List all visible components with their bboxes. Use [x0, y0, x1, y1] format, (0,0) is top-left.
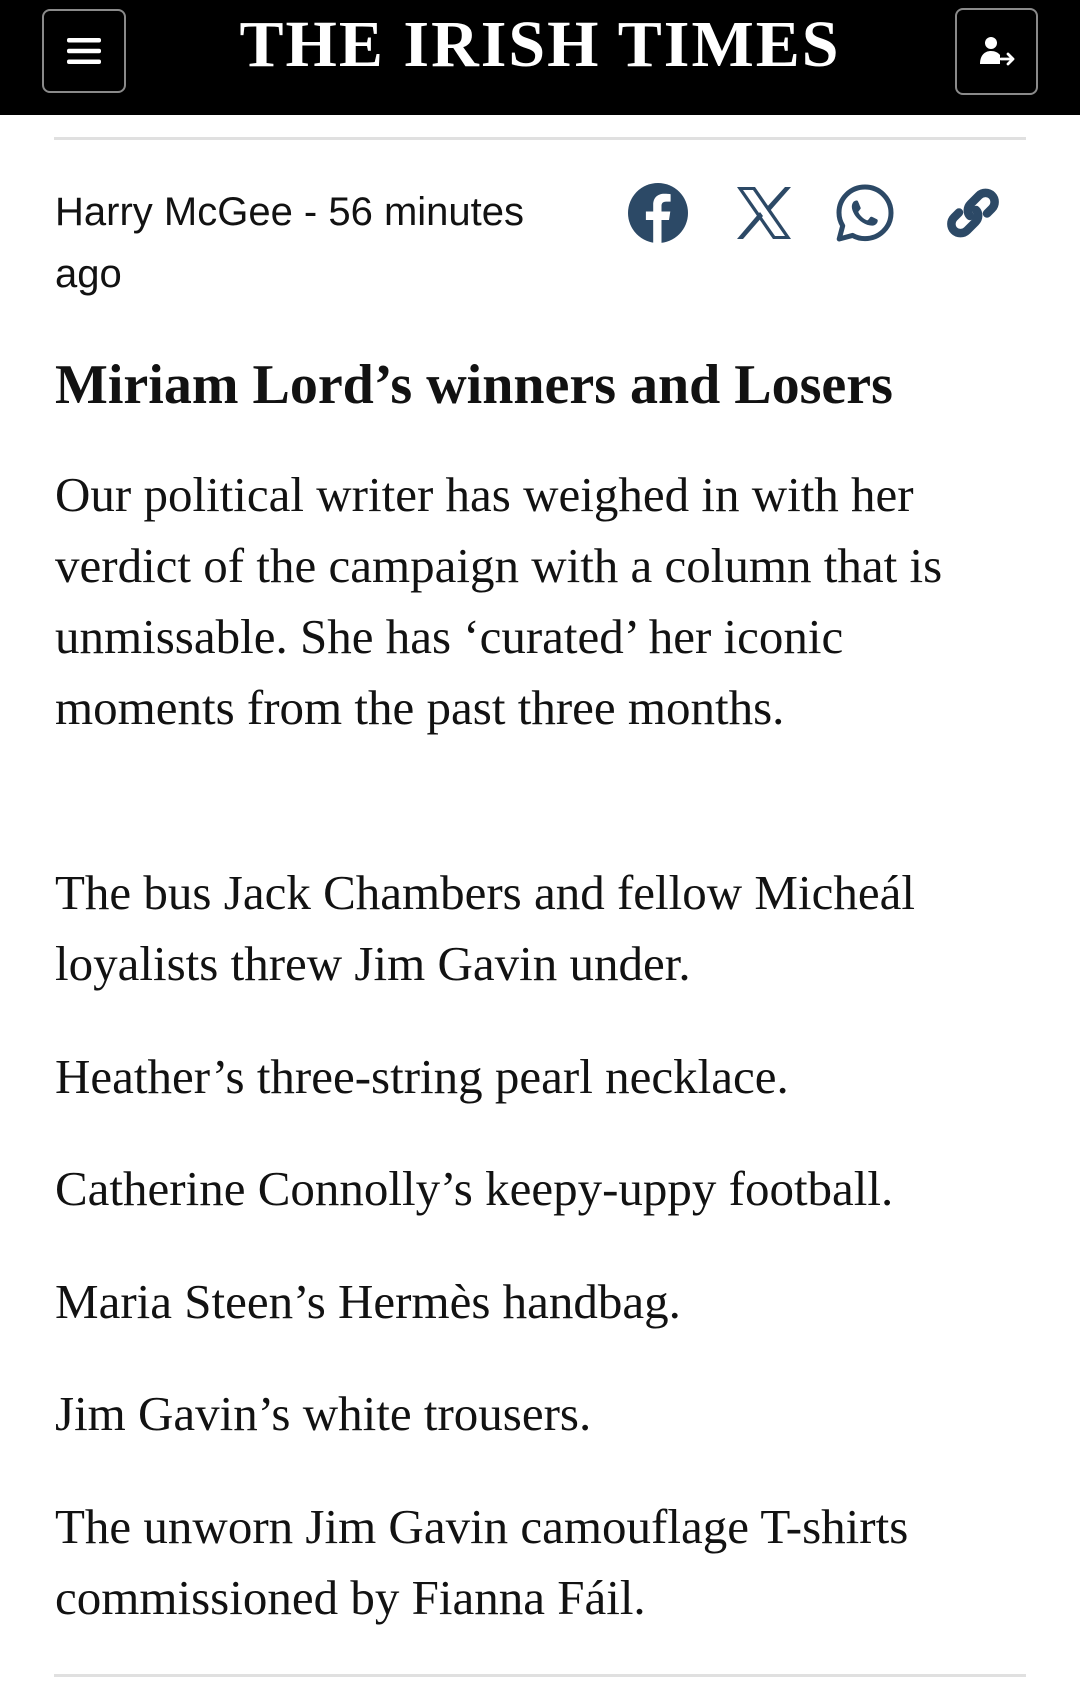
article-paragraph: Heather’s three-string pearl necklace. [55, 1049, 789, 1104]
article-paragraph: Our political writer has weighed in with her verdict of the campaign with a column that is unmissable. She has ‘curated’ her iconic moments from the past three months. [55, 467, 943, 735]
article-headline: Miriam Lord’s winners and Losers [55, 354, 893, 416]
share-whatsapp-button[interactable] [830, 178, 900, 248]
article-paragraph: Maria Steen’s Hermès handbag. [55, 1274, 681, 1329]
share-x-button[interactable] [729, 178, 799, 248]
masthead-logo[interactable]: THE IRISH TIMES [239, 8, 841, 81]
menu-button[interactable] [42, 9, 126, 93]
bottom-divider [54, 1674, 1026, 1677]
link-icon [940, 180, 1006, 246]
article-paragraph: The unworn Jim Gavin camouflage T-shirts commissioned by Fianna Fáil. [55, 1499, 909, 1625]
top-divider [54, 137, 1026, 140]
whatsapp-icon [835, 183, 895, 243]
user-sign-in-icon [977, 34, 1017, 70]
article-paragraph: Catherine Connolly’s keepy-uppy football. [55, 1161, 894, 1216]
hamburger-menu-icon [65, 35, 103, 67]
article-byline: Harry McGee - 56 minutes ago [55, 190, 525, 296]
article-paragraph: The bus Jack Chambers and fellow Micheál loyalists threw Jim Gavin under. [55, 865, 915, 991]
facebook-icon [627, 182, 689, 244]
top-bar [0, 0, 1080, 115]
copy-link-button[interactable] [938, 178, 1008, 248]
x-icon [735, 186, 793, 240]
account-button[interactable] [955, 8, 1038, 95]
article-paragraph: Jim Gavin’s white trousers. [55, 1386, 592, 1441]
share-facebook-button[interactable] [623, 178, 693, 248]
